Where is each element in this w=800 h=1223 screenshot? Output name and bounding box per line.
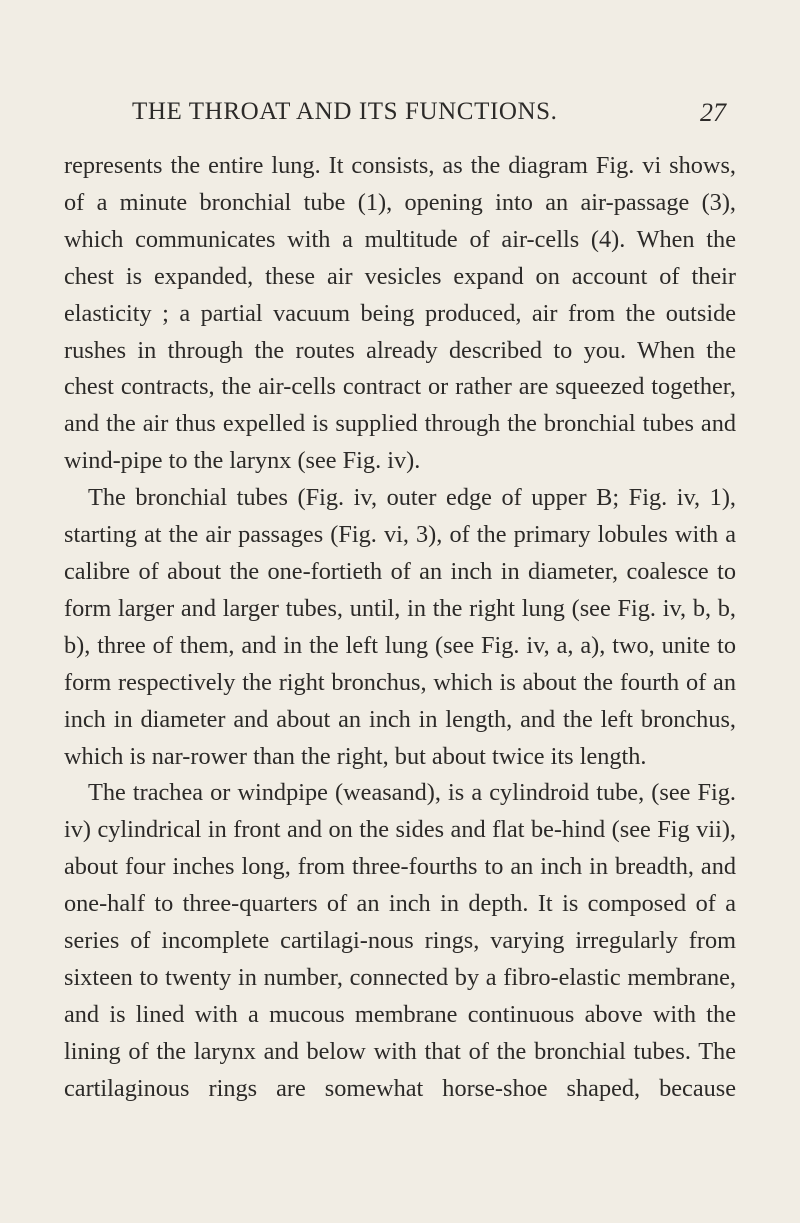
running-head — [0, 98, 800, 138]
paragraph-bronchial-tubes: The bronchial tubes (Fig. iv, outer edge of upper B; Fig. iv, 1), starting at the air passages (Fig. vi, 3), of the primary lobules with a calibre of about the one-fortieth of an inch in diameter, coalesce to form larger and larger tubes, until, in the right lung (see Fig. iv, b, b, b), three of them, and in the left lung (see Fig. iv, a, a), two, unite to form respectively the right bronchus, which is about the fourth of an inch in diameter and about an inch in length, and the left bronchus, which is nar-rower than the right, but about twice its length. — [64, 484, 736, 770]
running-title: THE THROAT AND ITS FUNCTIONS. — [132, 98, 558, 125]
paragraph-trachea: The trachea or windpipe (weasand), is a cylindroid tube, (see Fig. iv) cylindrical in front and on the sides and flat be-hind (see Fig vii), about four inches long, from three-fourths to an inch in breadth, and one-half to three-quarters of an inch in depth. It is composed of a series of incomplete cartilagi-nous rings, varying irregularly from sixteen to twenty in number, connected by a fibro-elastic membrane, and is lined with a mucous membrane continuous above with the lining of the larynx and below with that of the bronchial tubes. The cartilaginous rings are somewhat horse-shoe shaped, because — [64, 779, 736, 1102]
paragraph-lung-structure: represents the entire lung. It consists, as the diagram Fig. vi shows, of a minute bronchial tube (1), opening into an air-passage (3), which communicates with a multitude of air-cells (4). When the chest is expanded, these air vesicles expand on account of their elasticity ; a partial vacuum being produced, air from the outside rushes in through the routes already described to you. When the chest contracts, the air-cells contract or rather are squeezed together, and the air thus expelled is supplied through the bronchial tubes and wind-pipe to the larynx (see Fig. iv). — [64, 152, 736, 475]
page-number: 27 — [700, 98, 726, 127]
body-text — [64, 148, 736, 1108]
